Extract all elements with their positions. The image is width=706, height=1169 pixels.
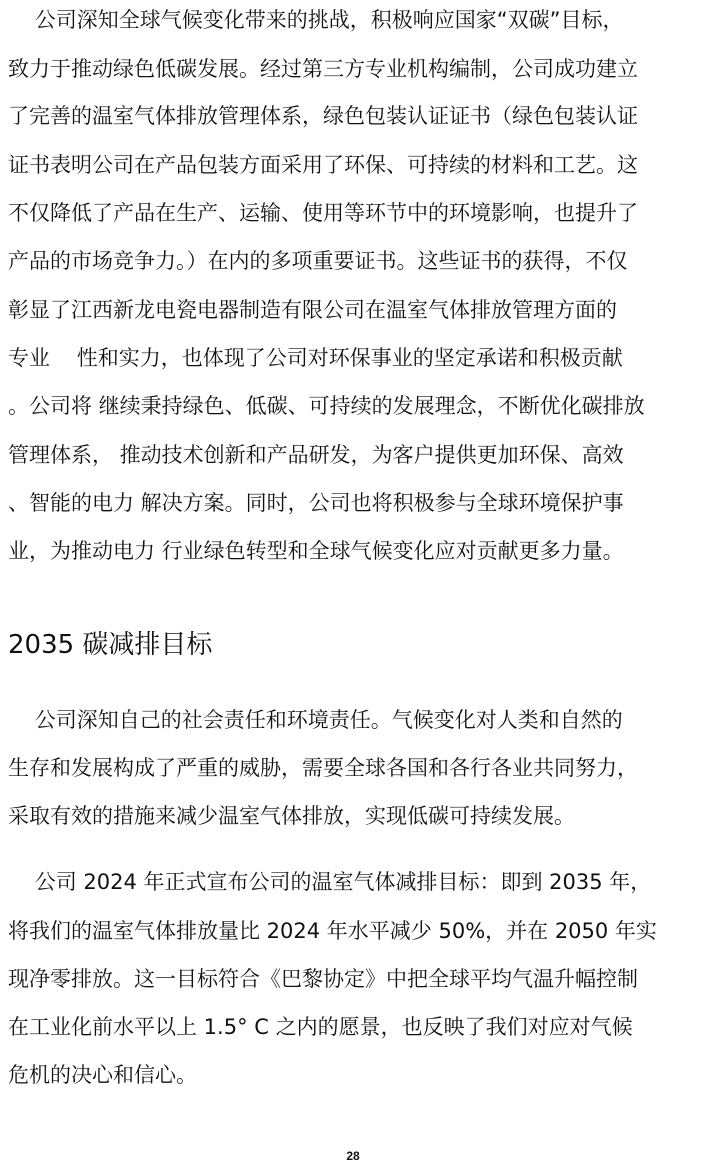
page-number: 28 — [346, 1149, 360, 1163]
section-heading: 2035 碳减排目标 — [8, 630, 213, 660]
text-line: 公司深知自己的社会责任和环境责任。气候变化对人类和自然的 — [8, 708, 623, 732]
text-line: 采取有效的措施来减少温室气体排放，实现低碳可持续发展。 — [8, 804, 575, 828]
text-line: 公司 2024 年正式宣布公司的温室气体减排目标：即到 2035 年， — [8, 870, 652, 894]
text-line: 生存和发展构成了严重的威胁，需要全球各国和各行各业共同努力， — [8, 756, 638, 780]
text-line: 将我们的温室气体排放量比 2024 年水平减少 50%，并在 2050 年实 — [8, 919, 657, 943]
text-line: 致力于推动绿色低碳发展。经过第三方专业机构编制，公司成功建立 — [8, 57, 638, 81]
text-line: 专业 性和实力，也体现了公司对环保事业的坚定承诺和积极贡献 — [8, 346, 623, 370]
text-line: 。公司将 继续秉持绿色、低碳、可持续的发展理念，不断优化碳排放 — [8, 394, 645, 418]
text-line: 证书表明公司在产品包装方面采用了环保、可持续的材料和工艺。这 — [8, 153, 638, 177]
text-line: 业，为推动电力 行业绿色转型和全球气候变化应对贡献更多力量。 — [8, 539, 624, 563]
text-line: 、智能的电力 解决方案。同时，公司也将积极参与全球环境保护事 — [8, 491, 624, 515]
text-line: 了完善的温室气体排放管理体系，绿色包装认证证书（绿色包装认证 — [8, 104, 638, 128]
text-line: 公司深知全球气候变化带来的挑战，积极响应国家“双碳”目标， — [8, 8, 624, 32]
text-line: 在工业化前水平以上 1.5° C 之内的愿景，也反映了我们对应对气候 — [8, 1015, 633, 1039]
text-line: 现净零排放。这一目标符合《巴黎协定》中把全球平均气温升幅控制 — [8, 967, 638, 991]
text-line: 产品的市场竞争力。）在内的多项重要证书。这些证书的获得，不仅 — [8, 249, 628, 273]
text-line: 危机的决心和信心。 — [8, 1063, 197, 1087]
text-line: 彰显了江西新龙电瓷电器制造有限公司在温室气体排放管理方面的 — [8, 298, 617, 322]
text-line: 管理体系， 推动技术创新和产品研发，为客户提供更加环保、高效 — [8, 443, 624, 467]
text-line: 不仅降低了产品在生产、运输、使用等环节中的环境影响，也提升了 — [8, 201, 638, 225]
